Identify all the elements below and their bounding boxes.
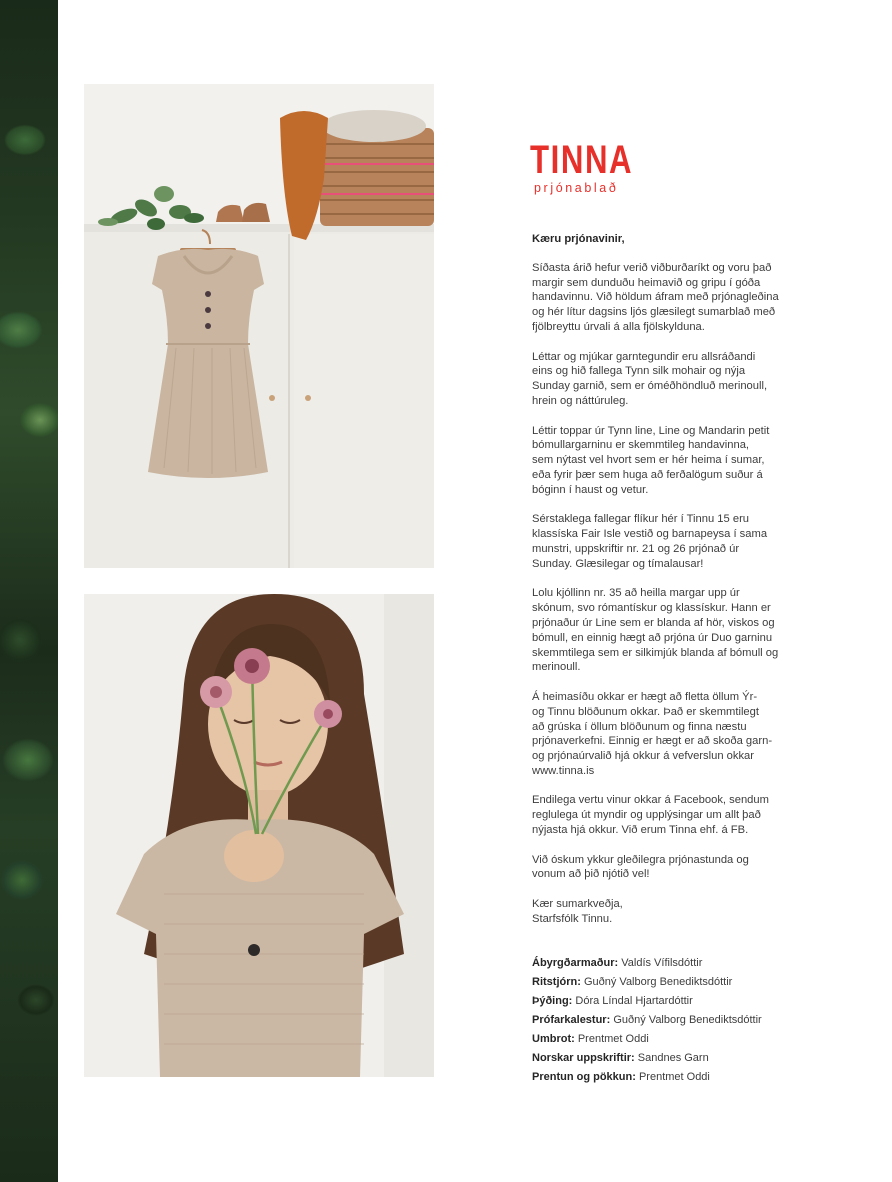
credit-label: Norskar uppskriftir: xyxy=(532,1052,635,1064)
letter-line: fjölbreyttu úrvali á alla fjölskylduna. xyxy=(532,320,705,333)
letter-paragraph xyxy=(532,897,822,927)
letter-line: Síðasta árið hefur verið viðburðaríkt og voru það xyxy=(532,261,772,274)
letter-line: handavinnu. Við höldum áfram með prjónagleðina xyxy=(532,291,779,304)
letter-line: merinoull. xyxy=(532,661,581,674)
letter-line: skónum, svo rómantískur og klassískur. Hann er xyxy=(532,602,771,615)
letter-line: eða fyrir þær sem huga að ferðalögum suður á xyxy=(532,468,763,481)
letter-paragraph xyxy=(532,261,822,335)
credit-value: Sandnes Garn xyxy=(637,1052,709,1064)
credit-value: Valdís Vífilsdóttir xyxy=(621,957,703,969)
letter-line: Við óskum ykkur gleðilegra prjónastunda og xyxy=(532,853,749,866)
letter-line: eins og hið fallega Tynn silk mohair og nýja xyxy=(532,365,746,378)
girl-illustration xyxy=(84,594,434,1077)
credit-label: Umbrot: xyxy=(532,1033,575,1045)
credit-value: Guðný Valborg Benediktsdóttir xyxy=(613,1014,762,1026)
logo-subtitle: prjónablað xyxy=(534,181,619,195)
letter-line: Starfsfólk Tinnu. xyxy=(532,912,613,925)
dress-cabinet-illustration xyxy=(84,84,434,568)
letter-line: www.tinna.is xyxy=(532,764,595,777)
letter-line: Sérstaklega fallegar flíkur hér í Tinnu 15 eru xyxy=(532,513,750,526)
letter-line: prjónaður úr Line sem er blanda af hör, viskos og xyxy=(532,616,775,629)
photo-girl-with-flowers xyxy=(84,594,434,1077)
credits-list xyxy=(532,954,832,1087)
logo-title: TINNA xyxy=(530,138,634,182)
letter-line: Kær sumarkveðja, xyxy=(532,898,623,911)
letter-line: reglulega út myndir og upplýsingar um allt það xyxy=(532,809,761,822)
credit-row xyxy=(532,1049,832,1068)
letter-paragraph xyxy=(532,350,822,409)
letter-paragraph xyxy=(532,424,822,498)
letter-line: og hér lítur dagsins ljós glæsilegt sumarblað með xyxy=(532,306,776,319)
letter-paragraph xyxy=(532,690,822,779)
letter-line: Sunday. Glæsilegar og tímalausar! xyxy=(532,557,704,570)
letter-line: Á heimasíðu okkar er hægt að fletta öllum Ýr- xyxy=(532,690,758,703)
letter-paragraph xyxy=(532,793,822,837)
credit-label: Ábyrgðarmaður: xyxy=(532,957,619,969)
credit-label: Þýðing: xyxy=(532,995,573,1007)
credit-row xyxy=(532,954,832,973)
credit-value: Guðný Valborg Benediktsdóttir xyxy=(583,976,733,988)
credit-row xyxy=(532,1030,832,1049)
editor-letter xyxy=(532,232,822,941)
credit-row xyxy=(532,992,832,1011)
photo-dress-on-cabinet xyxy=(84,84,434,568)
letter-line: klassíska Fair Isle vestið og barnapeysa í sama xyxy=(532,528,768,541)
letter-paragraph xyxy=(532,512,822,571)
letter-line: Léttar og mjúkar garntegundir eru allsráðandi xyxy=(532,350,756,363)
letter-line: Sunday garnið, sem er óméðhöndluð merinoull, xyxy=(532,380,768,393)
letter-line: að grúska í öllum blöðunum og finna næstu xyxy=(532,720,747,733)
letter-paragraph xyxy=(532,586,822,675)
letter-paragraphs xyxy=(532,261,822,927)
letter-line: Lolu kjóllinn nr. 35 að heilla margar upp úr xyxy=(532,587,740,600)
tinna-logo xyxy=(530,140,640,195)
letter-line: skemmtilega sem er silkimjúk blanda af bómull og xyxy=(532,646,779,659)
letter-line: Léttir toppar úr Tynn line, Line og Mandarin petit xyxy=(532,424,770,437)
credit-value: Prentmet Oddi xyxy=(638,1071,710,1083)
credit-label: Prófarkalestur: xyxy=(532,1014,611,1026)
foliage-photo-strip xyxy=(0,0,58,1182)
letter-line: margir sem dunduðu heimavið og gripu í góða xyxy=(532,276,761,289)
letter-line: og prjónaúrvalið hjá okkur á vefverslun okkar xyxy=(532,750,755,763)
credit-value: Prentmet Oddi xyxy=(577,1033,649,1045)
letter-line: Endilega vertu vinur okkar á Facebook, sendum xyxy=(532,794,769,807)
letter-line: prjónaverkefni. Einnig er hægt er að skoða garn- xyxy=(532,735,773,748)
credit-row xyxy=(532,973,832,992)
letter-line: bóginn í haust og vetur. xyxy=(532,483,649,496)
credit-row xyxy=(532,1068,832,1087)
letter-line: bómullargarninu er skemmtileg handavinna, xyxy=(532,439,750,452)
letter-line: vonum að þið njótið vel! xyxy=(532,868,650,881)
credit-value: Dóra Líndal Hjartardóttir xyxy=(575,995,693,1007)
letter-line: bómull, en einnig hægt að prjóna úr Duo garninu xyxy=(532,631,773,644)
letter-line: sem nýtast vel hvort sem er hér heima í sumar, xyxy=(532,454,765,467)
credit-row xyxy=(532,1011,832,1030)
credit-label: Prentun og pökkun: xyxy=(532,1071,636,1083)
letter-line: og Tinnu blöðunum okkar. Það er skemmtilegt xyxy=(532,705,759,718)
letter-line: hrein og náttúruleg. xyxy=(532,394,629,407)
letter-paragraph xyxy=(532,853,822,883)
letter-line: nýjasta hjá okkur. Við erum Tinna ehf. á FB. xyxy=(532,824,749,837)
credit-label: Ritstjórn: xyxy=(532,976,581,988)
letter-line: munstri, uppskriftir nr. 21 og 26 prjónað úr xyxy=(532,542,740,555)
letter-greeting: Kæru prjónavinir, xyxy=(532,233,625,245)
